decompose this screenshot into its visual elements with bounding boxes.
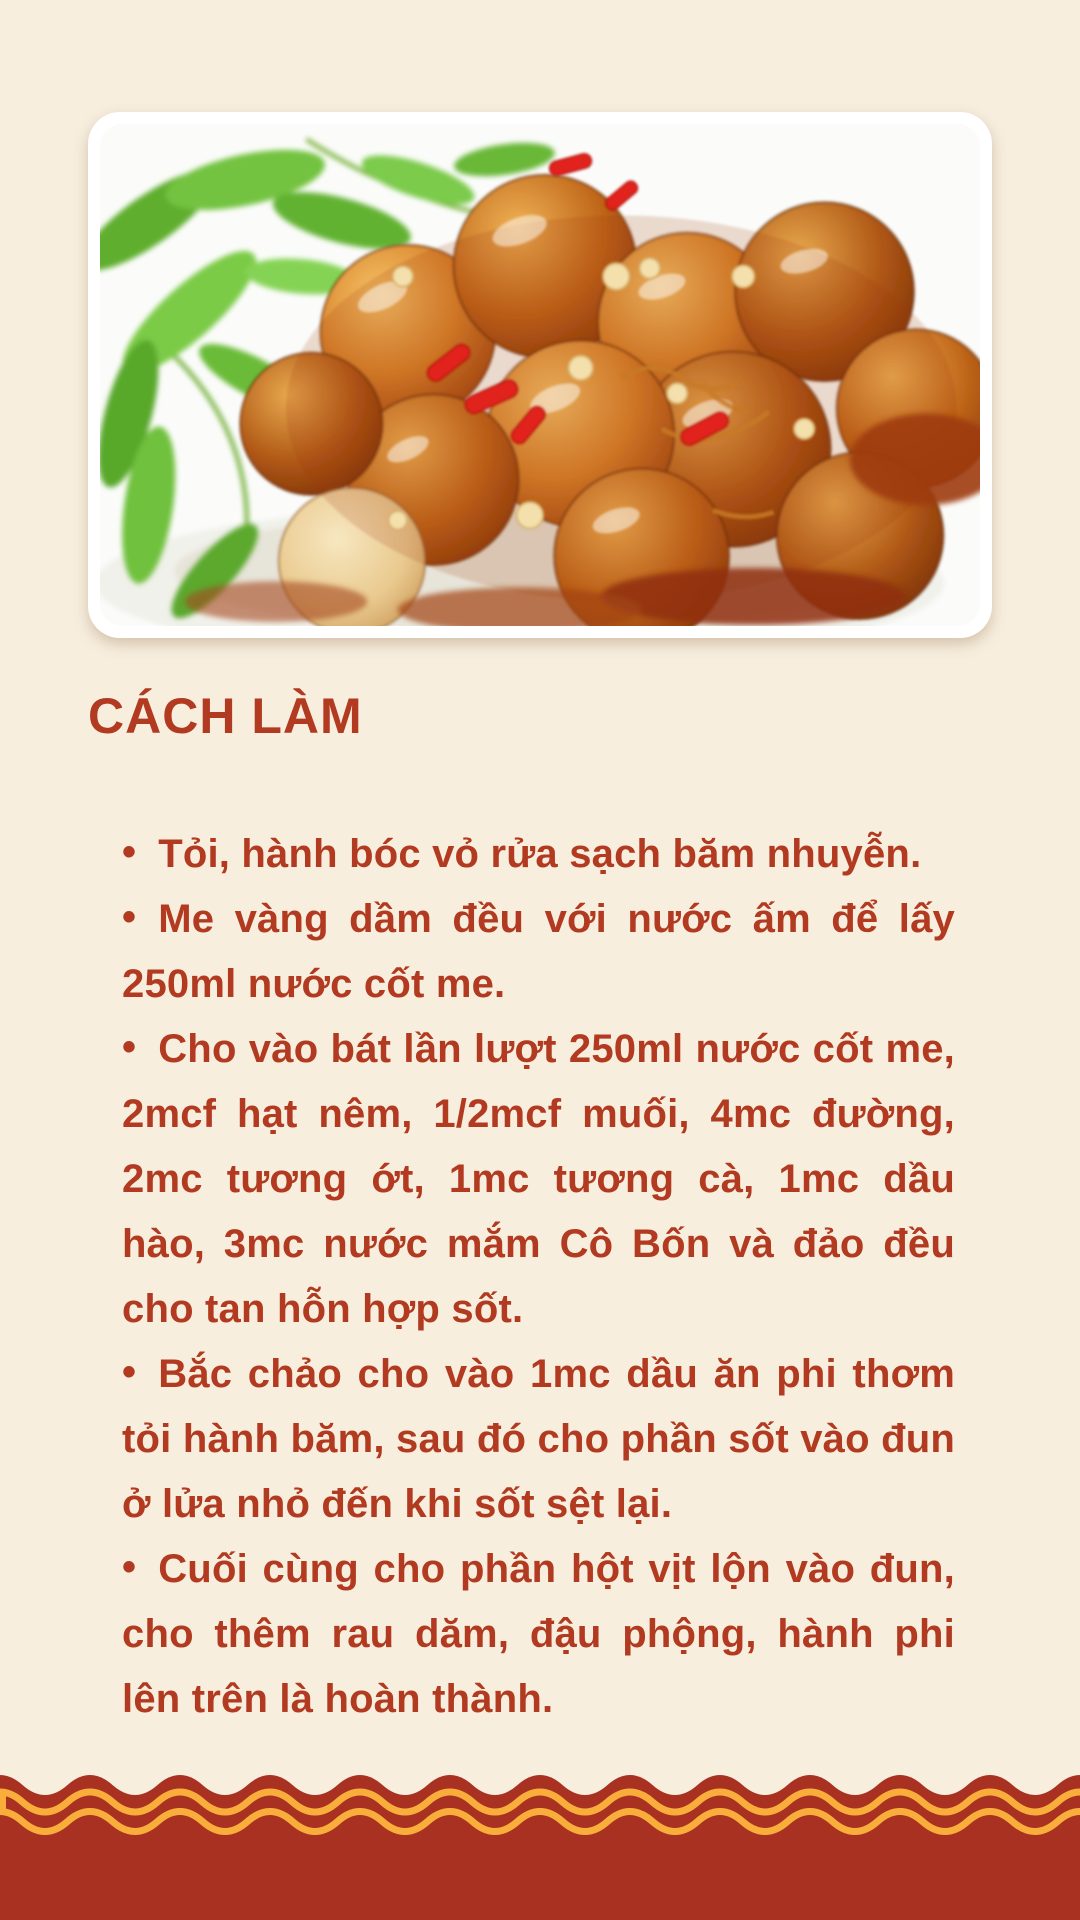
bullet-icon: • xyxy=(122,1025,137,1069)
step-text: Tỏi, hành bóc vỏ rửa sạch băm nhuyễn. xyxy=(158,832,922,876)
instruction-step xyxy=(122,1537,955,1732)
step-text: Cuối cùng cho phần hột vịt lộn vào đun, cho thêm rau dăm, đậu phộng, hành phi lên trên là hoàn thành. xyxy=(122,1547,955,1721)
instruction-step xyxy=(122,1342,955,1537)
wave-edge-connector xyxy=(0,1789,6,1815)
bullet-icon: • xyxy=(122,1350,137,1394)
step-text: Bắc chảo cho vào 1mc dầu ăn phi thơm tỏi hành băm, sau đó cho phần sốt vào đun ở lửa nhỏ đến khi sốt sệt lại. xyxy=(122,1352,955,1526)
instruction-step xyxy=(122,887,955,1017)
bullet-icon: • xyxy=(122,1545,137,1589)
step-text: Cho vào bát lần lượt 250ml nước cốt me, 2mcf hạt nêm, 1/2mcf muối, 4mc đường, 2mc tương ớt, 1mc tương cà, 1mc dầu hào, 3mc nước mắm Cô Bốn và đảo đều cho tan hỗn hợp sốt. xyxy=(122,1027,955,1331)
bullet-icon: • xyxy=(122,895,137,939)
instruction-step xyxy=(122,822,955,887)
bullet-icon: • xyxy=(122,830,137,874)
instruction-list xyxy=(122,822,955,1732)
instruction-step xyxy=(122,1017,955,1342)
section-title: CÁCH LÀM xyxy=(88,688,363,744)
step-text: Me vàng dầm đều với nước ấm để lấy 250ml nước cốt me. xyxy=(122,897,955,1006)
photo-card xyxy=(88,112,992,638)
food-photo xyxy=(100,124,980,626)
wave-border xyxy=(0,1770,1080,1920)
